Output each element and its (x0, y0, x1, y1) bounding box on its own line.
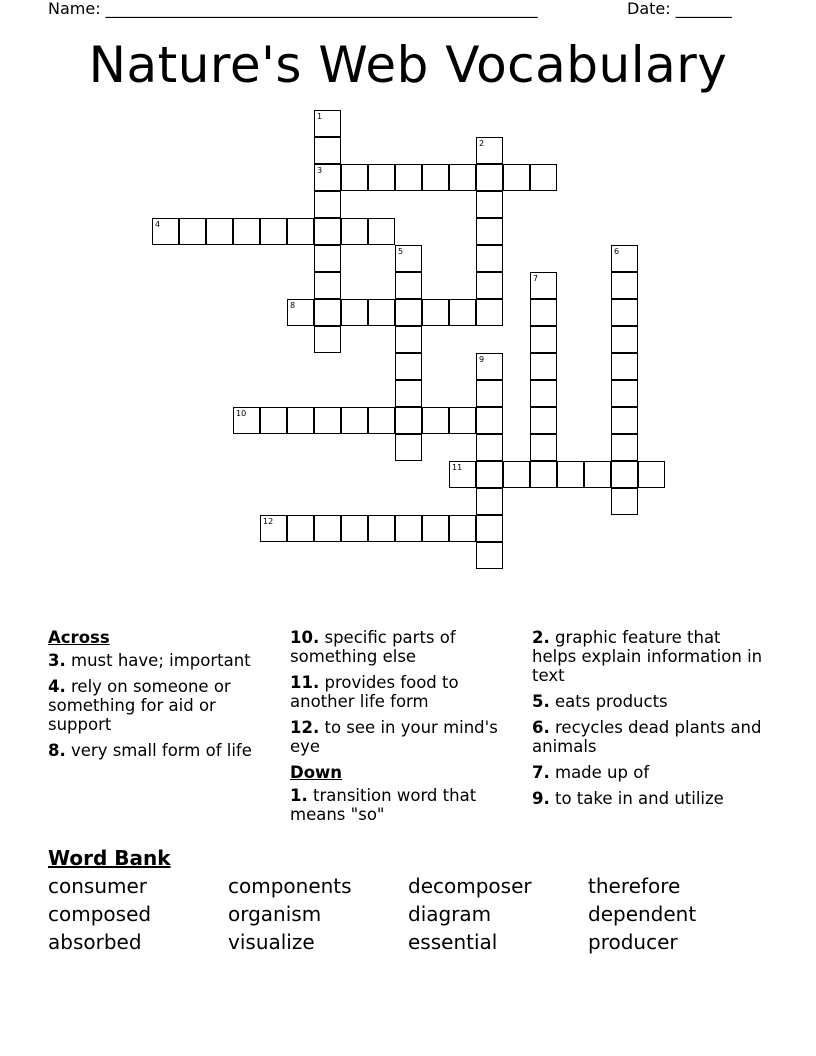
clue-number: 11. (290, 673, 320, 692)
crossword-cell[interactable] (206, 218, 233, 245)
crossword-cell[interactable] (638, 461, 665, 488)
clue-down-7 (532, 763, 767, 782)
crossword-cell[interactable] (395, 515, 422, 542)
crossword-cell[interactable] (422, 407, 449, 434)
clue-down-2 (532, 628, 767, 685)
cell-number: 3 (317, 166, 323, 175)
clue-across-11 (290, 673, 525, 711)
across-heading: Across (48, 628, 110, 647)
crossword-cell[interactable] (368, 164, 395, 191)
crossword-cell[interactable] (233, 218, 260, 245)
crossword-cell[interactable] (395, 380, 422, 407)
crossword-cell[interactable] (422, 299, 449, 326)
crossword-cell[interactable] (422, 515, 449, 542)
crossword-cell[interactable] (503, 461, 530, 488)
crossword-cell[interactable] (476, 245, 503, 272)
clue-text: to take in and utilize (555, 789, 724, 808)
clue-text: graphic feature that helps explain information in text (532, 628, 763, 685)
clue-down-6 (532, 718, 767, 756)
clue-across-12 (290, 718, 525, 756)
date-field-label: Date: _______ (627, 0, 732, 18)
clue-across-8 (48, 741, 283, 760)
word-bank-item: therefore (588, 874, 681, 898)
crossword-cell[interactable] (314, 110, 341, 137)
crossword-cell[interactable] (395, 272, 422, 299)
clue-text: recycles dead plants and animals (532, 718, 762, 756)
word-bank-item: consumer (48, 874, 148, 898)
clue-text: specific parts of something else (290, 628, 456, 666)
crossword-cell[interactable] (476, 380, 503, 407)
cell-number: 7 (533, 274, 539, 283)
clue-text: very small form of life (71, 741, 252, 760)
crossword-cell[interactable] (341, 299, 368, 326)
crossword-cell[interactable] (611, 272, 638, 299)
crossword-cell[interactable] (287, 407, 314, 434)
crossword-cell[interactable] (530, 326, 557, 353)
crossword-cell[interactable] (476, 407, 503, 434)
clue-column-3 (532, 628, 767, 815)
word-bank-item: components (228, 874, 352, 898)
word-bank-item: essential (408, 930, 498, 954)
crossword-cell[interactable] (530, 299, 557, 326)
word-bank-item: organism (228, 902, 322, 926)
crossword-cell[interactable] (476, 488, 503, 515)
crossword-cell[interactable] (611, 407, 638, 434)
clue-text: made up of (555, 763, 650, 782)
crossword-cell[interactable] (314, 218, 341, 245)
crossword-cell[interactable] (530, 461, 557, 488)
crossword-cell[interactable] (611, 461, 638, 488)
crossword-cell[interactable] (449, 515, 476, 542)
clue-number: 7. (532, 763, 550, 782)
cell-number: 12 (263, 517, 274, 526)
crossword-cell[interactable] (314, 272, 341, 299)
crossword-cell[interactable] (476, 299, 503, 326)
word-bank-item: absorbed (48, 930, 142, 954)
crossword-cell[interactable] (611, 326, 638, 353)
down-heading: Down (290, 763, 343, 782)
crossword-cell[interactable] (611, 353, 638, 380)
clue-number: 6. (532, 718, 550, 737)
crossword-cell[interactable] (503, 164, 530, 191)
word-bank-title: Word Bank (48, 846, 171, 870)
crossword-cell[interactable] (611, 434, 638, 461)
cell-number: 1 (317, 112, 323, 121)
crossword-cell[interactable] (368, 218, 395, 245)
crossword-cell[interactable] (476, 137, 503, 164)
crossword-cell[interactable] (314, 164, 341, 191)
crossword-cell[interactable] (233, 407, 260, 434)
clue-text: to see in your mind's eye (290, 718, 498, 756)
crossword-cell[interactable] (341, 515, 368, 542)
clue-number: 10. (290, 628, 320, 647)
page-title: Nature's Web Vocabulary (88, 36, 728, 94)
crossword-cell[interactable] (476, 515, 503, 542)
crossword-cell[interactable] (395, 353, 422, 380)
clue-text: rely on someone or something for aid or support (48, 677, 231, 734)
clue-down-5 (532, 692, 767, 711)
name-field-label: Name: ______________________________________________________ (48, 0, 538, 18)
crossword-cell[interactable] (287, 218, 314, 245)
crossword-cell[interactable] (530, 434, 557, 461)
crossword-cell[interactable] (611, 380, 638, 407)
crossword-cell[interactable] (287, 299, 314, 326)
crossword-cell[interactable] (152, 218, 179, 245)
clue-number: 12. (290, 718, 320, 737)
crossword-cell[interactable] (341, 407, 368, 434)
crossword-cell[interactable] (314, 245, 341, 272)
clue-number: 4. (48, 677, 66, 696)
clue-number: 3. (48, 651, 66, 670)
clue-down-9 (532, 789, 767, 808)
crossword-cell[interactable] (287, 515, 314, 542)
word-bank-item: dependent (588, 902, 697, 926)
clue-column-2 (290, 628, 525, 831)
crossword-cell[interactable] (611, 488, 638, 515)
clue-text: transition word that means "so" (290, 786, 477, 824)
crossword-cell[interactable] (314, 407, 341, 434)
crossword-cell[interactable] (179, 218, 206, 245)
word-bank-item: diagram (408, 902, 492, 926)
clue-number: 9. (532, 789, 550, 808)
crossword-cell[interactable] (530, 353, 557, 380)
crossword-cell[interactable] (530, 407, 557, 434)
word-bank-item: visualize (228, 930, 315, 954)
crossword-cell[interactable] (341, 164, 368, 191)
crossword-cell[interactable] (395, 245, 422, 272)
crossword-cell[interactable] (260, 407, 287, 434)
crossword-cell[interactable] (368, 515, 395, 542)
crossword-cell[interactable] (557, 461, 584, 488)
crossword-cell[interactable] (314, 299, 341, 326)
cell-number: 6 (614, 247, 620, 256)
cell-number: 5 (398, 247, 404, 256)
crossword-cell[interactable] (476, 272, 503, 299)
crossword-cell[interactable] (368, 407, 395, 434)
crossword-cell[interactable] (314, 515, 341, 542)
crossword-cell[interactable] (314, 137, 341, 164)
cell-number: 8 (290, 301, 296, 310)
crossword-cell[interactable] (611, 245, 638, 272)
crossword-cell[interactable] (260, 515, 287, 542)
crossword-cell[interactable] (395, 326, 422, 353)
clue-number: 5. (532, 692, 550, 711)
crossword-cell[interactable] (530, 380, 557, 407)
crossword-cell[interactable] (476, 218, 503, 245)
clue-text: eats products (555, 692, 668, 711)
crossword-cell[interactable] (449, 164, 476, 191)
crossword-cell[interactable] (530, 272, 557, 299)
cell-number: 4 (155, 220, 161, 229)
clue-across-3 (48, 651, 283, 670)
cell-number: 9 (479, 355, 485, 364)
cell-number: 10 (236, 409, 247, 418)
crossword-cell[interactable] (449, 407, 476, 434)
crossword-cell[interactable] (476, 191, 503, 218)
crossword-cell[interactable] (260, 218, 287, 245)
clue-down-1 (290, 786, 525, 824)
clue-across-4 (48, 677, 283, 734)
crossword-cell[interactable] (476, 353, 503, 380)
crossword-cell[interactable] (611, 299, 638, 326)
crossword-cell[interactable] (476, 461, 503, 488)
clue-number: 1. (290, 786, 308, 805)
crossword-cell[interactable] (449, 461, 476, 488)
crossword-cell[interactable] (584, 461, 611, 488)
clue-column-1 (48, 628, 283, 767)
crossword-cell[interactable] (422, 164, 449, 191)
clue-text: must have; important (71, 651, 251, 670)
crossword-cell[interactable] (476, 434, 503, 461)
word-bank-item: producer (588, 930, 678, 954)
crossword-cell[interactable] (476, 542, 503, 569)
clue-text: provides food to another life form (290, 673, 459, 711)
crossword-cell[interactable] (530, 164, 557, 191)
cell-number: 2 (479, 139, 485, 148)
crossword-cell[interactable] (395, 164, 422, 191)
crossword-cell[interactable] (449, 299, 476, 326)
crossword-cell[interactable] (395, 407, 422, 434)
cell-number: 11 (452, 463, 463, 472)
clue-across-10 (290, 628, 525, 666)
word-bank-item: composed (48, 902, 152, 926)
clue-number: 8. (48, 741, 66, 760)
crossword-cell[interactable] (395, 434, 422, 461)
crossword-cell[interactable] (476, 164, 503, 191)
crossword-cell[interactable] (314, 191, 341, 218)
crossword-cell[interactable] (395, 299, 422, 326)
clue-number: 2. (532, 628, 550, 647)
crossword-cell[interactable] (368, 299, 395, 326)
crossword-cell[interactable] (314, 326, 341, 353)
word-bank-item: decomposer (408, 874, 532, 898)
crossword-cell[interactable] (341, 218, 368, 245)
